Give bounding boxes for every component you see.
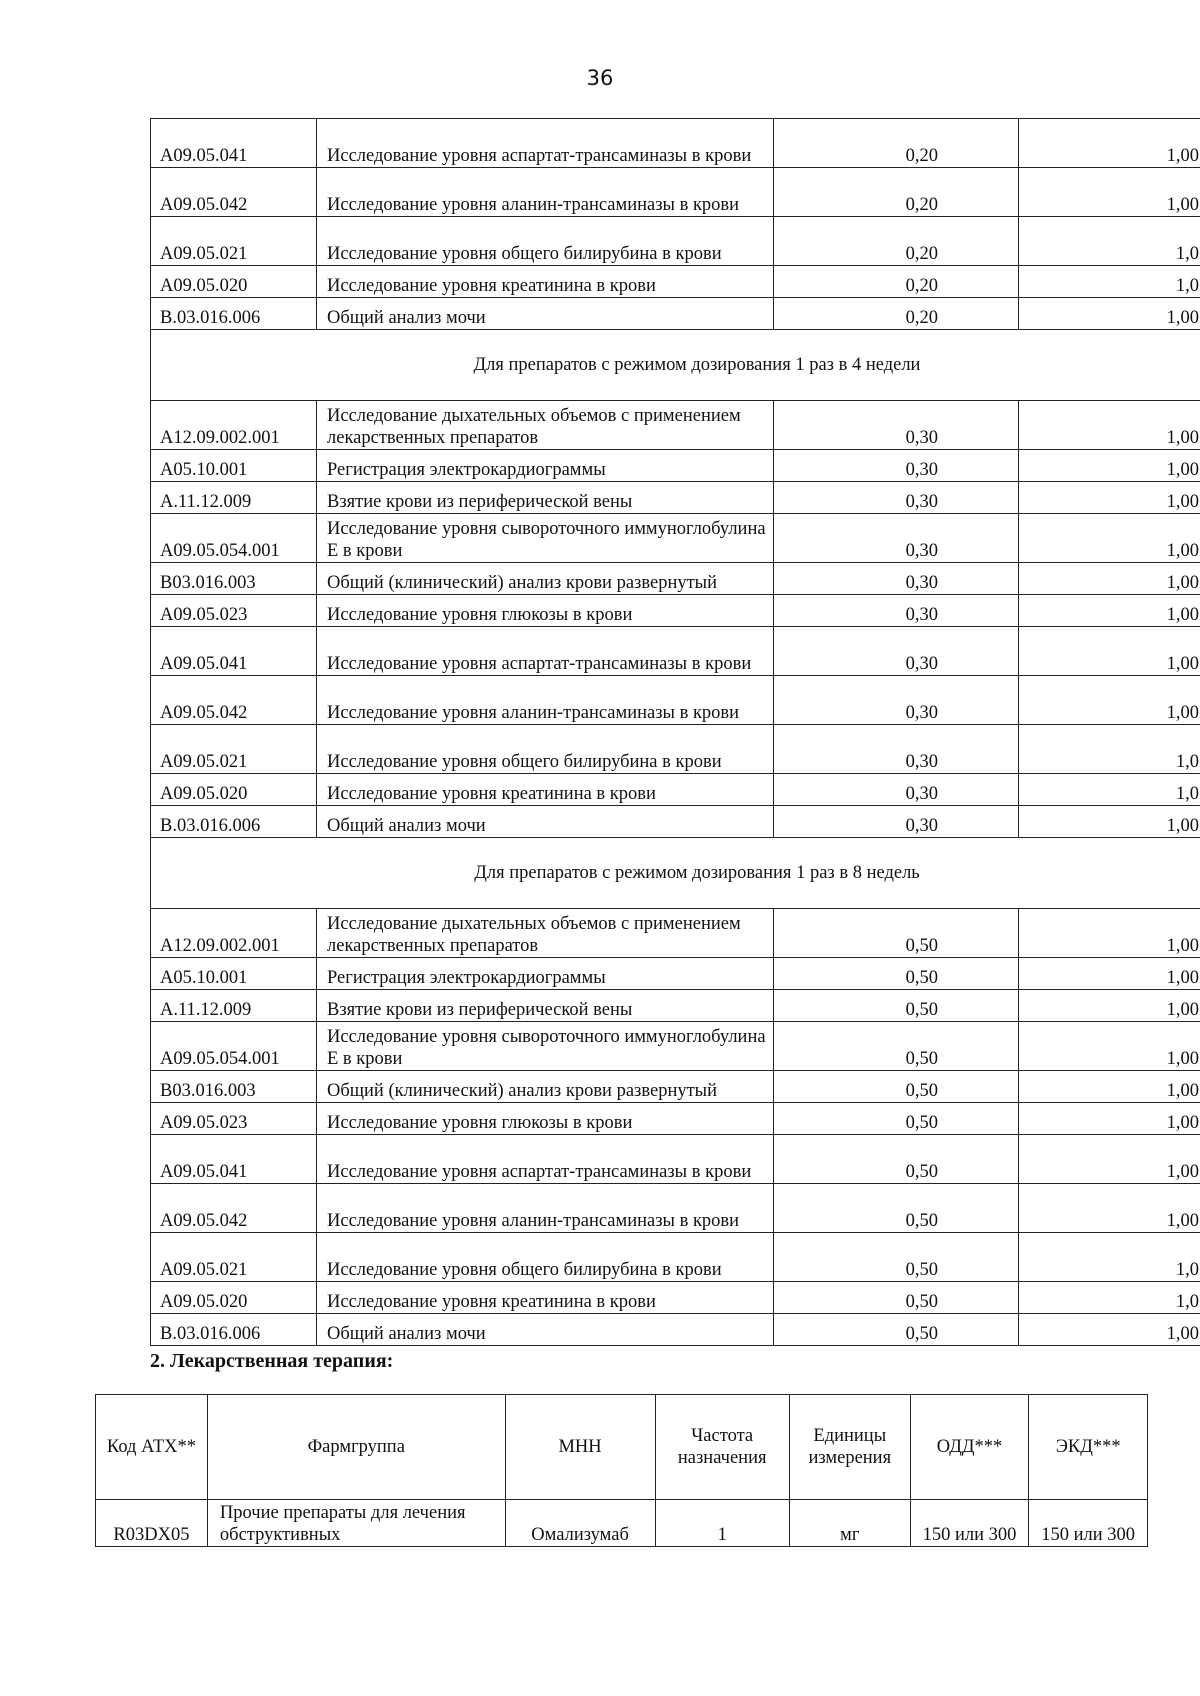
service-code: A09.05.041: [151, 627, 317, 676]
drug-table-row: [96, 1500, 1148, 1547]
service-name: Исследование дыхательных объемов с применением лекарственных препаратов: [317, 401, 774, 450]
service-code: A09.05.042: [151, 676, 317, 725]
service-multiplicity: 1,0: [1019, 1282, 1200, 1314]
service-name: Исследование уровня сывороточного иммуноглобулина E в крови: [317, 1022, 774, 1071]
service-multiplicity: 1,00: [1019, 563, 1200, 595]
table-row: [151, 1103, 1200, 1135]
service-multiplicity: 1,00: [1019, 1184, 1200, 1233]
page-number: 36: [586, 66, 614, 90]
service-frequency: 0,30: [774, 514, 1019, 563]
service-code: A09.05.023: [151, 595, 317, 627]
service-frequency: 0,20: [774, 168, 1019, 217]
service-multiplicity: 1,00: [1019, 676, 1200, 725]
service-name: Взятие крови из периферической вены: [317, 482, 774, 514]
table-row: [151, 676, 1200, 725]
service-name: Исследование уровня аспартат-трансаминазы в крови: [317, 119, 774, 168]
service-code: A12.09.002.001: [151, 401, 317, 450]
service-code: A09.05.021: [151, 1233, 317, 1282]
service-multiplicity: 1,00: [1019, 1022, 1200, 1071]
service-code: A09.05.041: [151, 119, 317, 168]
service-multiplicity: 1,00: [1019, 1103, 1200, 1135]
service-name: Общий анализ мочи: [317, 1314, 774, 1346]
table-row: [151, 1184, 1200, 1233]
service-name: Исследование уровня общего билирубина в крови: [317, 1233, 774, 1282]
service-frequency: 0,50: [774, 1103, 1019, 1135]
service-multiplicity: 1,00: [1019, 958, 1200, 990]
service-multiplicity: 1,0: [1019, 266, 1200, 298]
services-table: [150, 118, 1200, 1346]
table-row: [151, 119, 1200, 168]
service-multiplicity: 1,00: [1019, 168, 1200, 217]
service-frequency: 0,30: [774, 563, 1019, 595]
header-inn: МНН: [505, 1395, 655, 1500]
service-name: Исследование уровня общего билирубина в крови: [317, 725, 774, 774]
section-title: 2. Лекарственная терапия:: [150, 1350, 394, 1372]
table-row: [151, 298, 1200, 330]
service-frequency: 0,30: [774, 482, 1019, 514]
units-cell: мг: [789, 1500, 910, 1547]
service-frequency: 0,50: [774, 1184, 1019, 1233]
section-header: Для препаратов с режимом дозирования 1 раз в 8 недель: [151, 838, 1200, 909]
service-multiplicity: 1,00: [1019, 482, 1200, 514]
service-name: Исследование уровня общего билирубина в крови: [317, 217, 774, 266]
ekd-cell: 150 или 300: [1029, 1500, 1148, 1547]
table-row: [151, 990, 1200, 1022]
service-code: A09.05.021: [151, 217, 317, 266]
drug-table: [95, 1394, 1148, 1547]
odd-cell: 150 или 300: [910, 1500, 1029, 1547]
service-code: A09.05.020: [151, 774, 317, 806]
service-frequency: 0,30: [774, 595, 1019, 627]
table-row: [151, 168, 1200, 217]
service-multiplicity: 1,00: [1019, 1314, 1200, 1346]
service-frequency: 0,30: [774, 676, 1019, 725]
table-row: [151, 595, 1200, 627]
table-row: [151, 450, 1200, 482]
header-odd: ОДД***: [910, 1395, 1029, 1500]
service-code: A09.05.042: [151, 1184, 317, 1233]
service-name: Общий анализ мочи: [317, 806, 774, 838]
section-header-row: [151, 330, 1200, 401]
drug-table-header-row: [96, 1395, 1148, 1500]
service-code: B.03.016.006: [151, 1314, 317, 1346]
service-name: Исследование уровня аланин-трансаминазы в крови: [317, 1184, 774, 1233]
service-frequency: 0,30: [774, 401, 1019, 450]
service-frequency: 0,20: [774, 298, 1019, 330]
service-name: Общий (клинический) анализ крови развернутый: [317, 563, 774, 595]
service-code: B03.016.003: [151, 1071, 317, 1103]
service-frequency: 0,50: [774, 1022, 1019, 1071]
service-name: Взятие крови из периферической вены: [317, 990, 774, 1022]
service-code: B.03.016.006: [151, 806, 317, 838]
table-row: [151, 774, 1200, 806]
service-code: A09.05.023: [151, 1103, 317, 1135]
service-multiplicity: 1,00: [1019, 627, 1200, 676]
table-row: [151, 482, 1200, 514]
service-name: Исследование уровня аспартат-трансаминазы в крови: [317, 1135, 774, 1184]
table-row: [151, 806, 1200, 838]
service-multiplicity: 1,00: [1019, 1135, 1200, 1184]
header-ekd: ЭКД***: [1029, 1395, 1148, 1500]
section-header: Для препаратов с режимом дозирования 1 раз в 4 недели: [151, 330, 1200, 401]
service-name: Общий анализ мочи: [317, 298, 774, 330]
service-multiplicity: 1,00: [1019, 119, 1200, 168]
header-units: Единицы измерения: [789, 1395, 910, 1500]
service-code: A09.05.021: [151, 725, 317, 774]
service-frequency: 0,20: [774, 119, 1019, 168]
service-multiplicity: 1,00: [1019, 514, 1200, 563]
service-code: A09.05.020: [151, 1282, 317, 1314]
service-frequency: 0,30: [774, 627, 1019, 676]
atx-code-cell: R03DX05: [96, 1500, 208, 1547]
service-name: Исследование уровня креатинина в крови: [317, 774, 774, 806]
service-multiplicity: 1,00: [1019, 909, 1200, 958]
table-row: [151, 725, 1200, 774]
service-code: A09.05.054.001: [151, 514, 317, 563]
header-frequency: Частота назначения: [655, 1395, 789, 1500]
section-header-row: [151, 838, 1200, 909]
service-multiplicity: 1,0: [1019, 725, 1200, 774]
table-row: [151, 958, 1200, 990]
service-code: B03.016.003: [151, 563, 317, 595]
service-multiplicity: 1,00: [1019, 806, 1200, 838]
service-multiplicity: 1,00: [1019, 595, 1200, 627]
service-name: Исследование уровня сывороточного иммуноглобулина E в крови: [317, 514, 774, 563]
service-multiplicity: 1,00: [1019, 298, 1200, 330]
service-frequency: 0,50: [774, 1314, 1019, 1346]
service-code: A09.05.042: [151, 168, 317, 217]
service-multiplicity: 1,0: [1019, 774, 1200, 806]
service-name: Исследование уровня аспартат-трансаминазы в крови: [317, 627, 774, 676]
service-name: Исследование уровня глюкозы в крови: [317, 1103, 774, 1135]
service-multiplicity: 1,00: [1019, 401, 1200, 450]
frequency-cell: 1: [655, 1500, 789, 1547]
service-name: Регистрация электрокардиограммы: [317, 450, 774, 482]
service-name: Исследование уровня креатинина в крови: [317, 1282, 774, 1314]
service-frequency: 0,50: [774, 958, 1019, 990]
service-frequency: 0,30: [774, 725, 1019, 774]
service-code: A09.05.041: [151, 1135, 317, 1184]
service-code: B.03.016.006: [151, 298, 317, 330]
service-multiplicity: 1,00: [1019, 450, 1200, 482]
inn-cell: Омализумаб: [505, 1500, 655, 1547]
pharm-group-cell: Прочие препараты для лечения обструктивных: [207, 1500, 505, 1547]
table-row: [151, 217, 1200, 266]
table-row: [151, 1071, 1200, 1103]
service-frequency: 0,20: [774, 217, 1019, 266]
service-frequency: 0,20: [774, 266, 1019, 298]
service-code: A.11.12.009: [151, 990, 317, 1022]
service-frequency: 0,50: [774, 1071, 1019, 1103]
service-frequency: 0,50: [774, 909, 1019, 958]
service-code: A12.09.002.001: [151, 909, 317, 958]
service-name: Исследование уровня аланин-трансаминазы в крови: [317, 168, 774, 217]
service-name: Исследование уровня креатинина в крови: [317, 266, 774, 298]
header-atx-code: Код АТХ**: [96, 1395, 208, 1500]
table-row: [151, 1314, 1200, 1346]
service-name: Регистрация электрокардиограммы: [317, 958, 774, 990]
service-frequency: 0,30: [774, 774, 1019, 806]
table-row: [151, 627, 1200, 676]
service-name: Исследование уровня аланин-трансаминазы в крови: [317, 676, 774, 725]
service-code: A05.10.001: [151, 450, 317, 482]
table-row: [151, 514, 1200, 563]
table-row: [151, 1233, 1200, 1282]
table-row: [151, 266, 1200, 298]
service-name: Исследование уровня глюкозы в крови: [317, 595, 774, 627]
service-code: A09.05.054.001: [151, 1022, 317, 1071]
service-code: A.11.12.009: [151, 482, 317, 514]
service-frequency: 0,50: [774, 1233, 1019, 1282]
service-multiplicity: 1,00: [1019, 990, 1200, 1022]
service-code: A05.10.001: [151, 958, 317, 990]
service-name: Общий (клинический) анализ крови развернутый: [317, 1071, 774, 1103]
table-row: [151, 1135, 1200, 1184]
service-multiplicity: 1,0: [1019, 1233, 1200, 1282]
service-frequency: 0,30: [774, 806, 1019, 838]
service-frequency: 0,50: [774, 1282, 1019, 1314]
service-frequency: 0,50: [774, 990, 1019, 1022]
service-frequency: 0,50: [774, 1135, 1019, 1184]
table-row: [151, 1282, 1200, 1314]
service-multiplicity: 1,00: [1019, 1071, 1200, 1103]
table-row: [151, 1022, 1200, 1071]
service-name: Исследование дыхательных объемов с применением лекарственных препаратов: [317, 909, 774, 958]
table-row: [151, 909, 1200, 958]
service-frequency: 0,30: [774, 450, 1019, 482]
table-row: [151, 401, 1200, 450]
table-row: [151, 563, 1200, 595]
header-pharm-group: Фармгруппа: [207, 1395, 505, 1500]
service-code: A09.05.020: [151, 266, 317, 298]
service-multiplicity: 1,0: [1019, 217, 1200, 266]
